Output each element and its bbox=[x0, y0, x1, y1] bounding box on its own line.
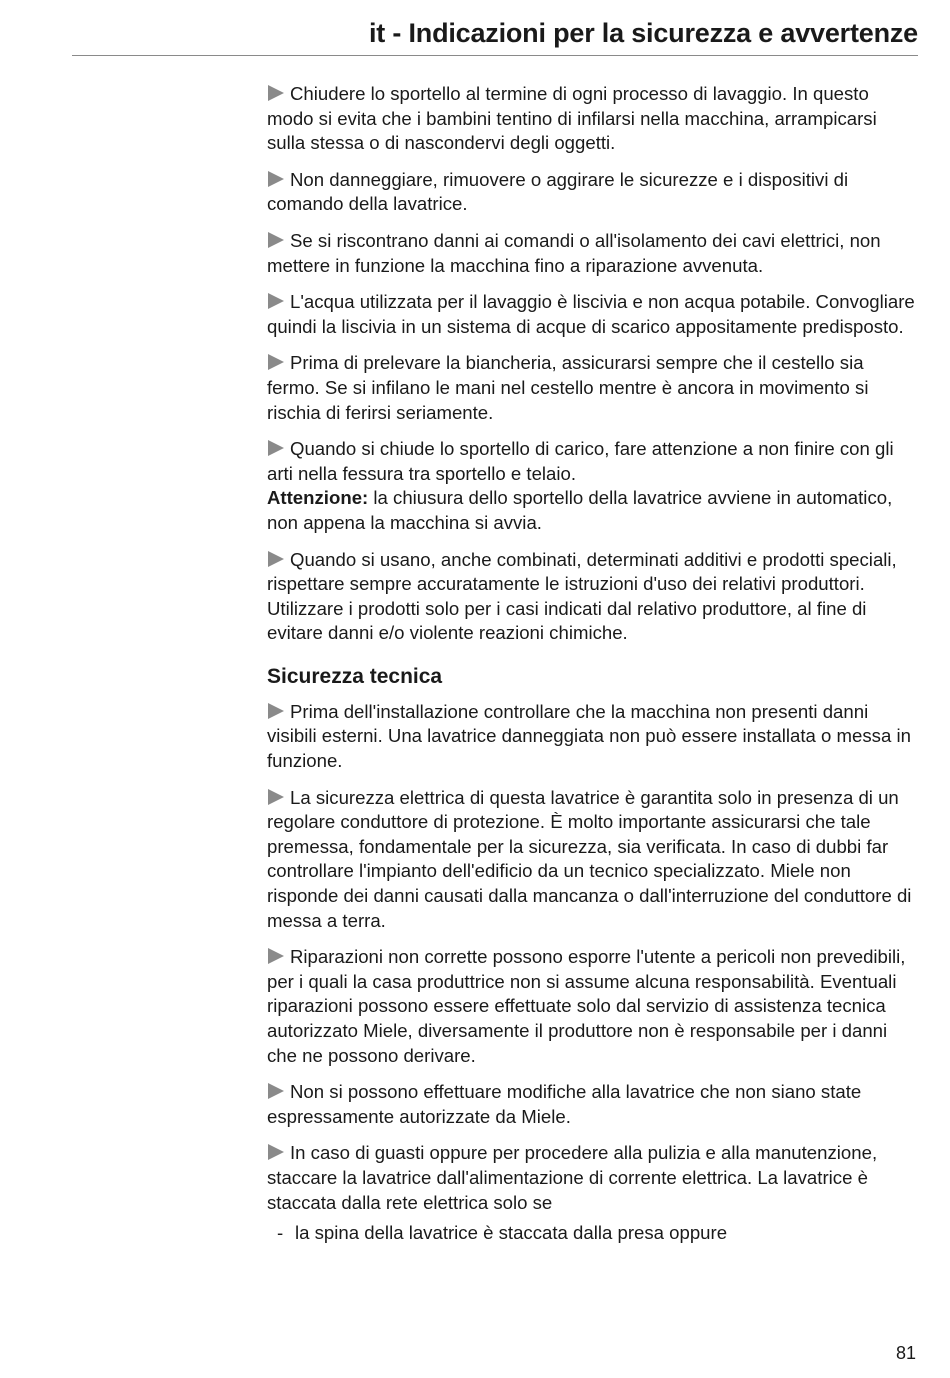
triangle-bullet-icon bbox=[268, 85, 284, 101]
technical-paragraph: Riparazioni non corrette possono esporre l'utente a pericoli non prevedibili, per i quali la casa produttrice non si assume alcuna responsabilità. Eventuali riparazioni possono essere effettuate solo dal servizio di assistenza tecnica autorizzato Miele, diversamente il produttore non è responsabile per i danni che ne possono derivare. bbox=[267, 946, 906, 1066]
safety-paragraph: Prima di prelevare la biancheria, assicurarsi sempre che il cestello sia fermo. Se si infilano le mani nel cestello mentre è ancora in movimento si rischia di ferirsi seriamente. bbox=[267, 352, 869, 423]
door-paragraph: Quando si chiude lo sportello di carico, fare attenzione a non finire con gli arti nella fessura tra sportello e telaio. Attenzione: la chiusura dello sportello della lavatrice avviene in automatico, non appena la macchina si avvia. bbox=[267, 438, 894, 533]
safety-paragraph: L'acqua utilizzata per il lavaggio è liscivia e non acqua potabile. Convogliare quindi la liscivia in un sistema di acque di scarico appositamente predisposto. bbox=[267, 291, 915, 337]
triangle-bullet-icon bbox=[268, 354, 284, 370]
triangle-bullet-icon bbox=[268, 171, 284, 187]
page-number: 81 bbox=[895, 1343, 916, 1363]
triangle-bullet-icon bbox=[268, 703, 284, 719]
triangle-bullet-icon bbox=[268, 1083, 284, 1099]
additives-paragraph: Quando si usano, anche combinati, determinati additivi e prodotti speciali, rispettare sempre accuratamente le istruzioni d'uso dei relativi produttori. Utilizzare i prodotti solo per i casi indicati dal relativo produttore, al fine di evitare danni e/o violente reazioni chimiche. bbox=[267, 548, 897, 644]
triangle-bullet-icon bbox=[268, 440, 284, 456]
safety-paragraph: Chiudere lo sportello al termine di ogni processo di lavaggio. In questo modo si evita che i bambini tentino di infilarsi nella macchina, arrampicarsi sulla stessa o di nascondervi degli oggetti. bbox=[267, 83, 877, 154]
triangle-bullet-icon bbox=[268, 551, 284, 567]
page-title: it - Indicazioni per la sicurezza e avvertenze bbox=[368, 18, 918, 48]
safety-paragraph: Non danneggiare, rimuovere o aggirare le sicurezze e i dispositivi di comando della lavatrice. bbox=[267, 168, 849, 215]
content-column bbox=[267, 82, 917, 1246]
dash-marker: - bbox=[277, 1222, 284, 1244]
page-header bbox=[72, 18, 918, 56]
attention-label: Attenzione: bbox=[267, 487, 369, 509]
technical-paragraph: La sicurezza elettrica di questa lavatrice è garantita solo in presenza di un regolare conduttore di protezione. È molto importante assicurarsi che tale premessa, fondamentale per la sicurezza, sia verificata. In caso di dubbi far controllare l'impianto dell'edificio da un tecnico specializzato. Miele non risponde dei danni causati dalla mancanza o dall'interruzione del conduttore di messa a terra. bbox=[267, 786, 912, 931]
section-heading: Sicurezza tecnica bbox=[267, 664, 443, 688]
attention-text: la chiusura dello sportello della lavatrice avviene in automatico, non appena la macchina si avvia. bbox=[267, 487, 893, 533]
technical-paragraph: Non si possono effettuare modifiche alla lavatrice che non siano state espressamente autorizzate da Miele. bbox=[267, 1081, 862, 1127]
triangle-bullet-icon bbox=[268, 232, 284, 248]
triangle-bullet-icon bbox=[268, 948, 284, 964]
safety-paragraph: Se si riscontrano danni ai comandi o all'isolamento dei cavi elettrici, non mettere in funzione la macchina fino a riparazione avvenuta. bbox=[267, 229, 881, 276]
triangle-bullet-icon bbox=[268, 293, 284, 309]
technical-paragraph: In caso di guasti oppure per procedere alla pulizia e alla manutenzione, staccare la lavatrice dall'alimentazione di corrente elettrica. La lavatrice è staccata dalla rete elettrica solo se bbox=[267, 1142, 878, 1213]
triangle-bullet-icon bbox=[268, 789, 284, 805]
dash-list-item: - la spina della lavatrice è staccata dalla presa oppure bbox=[277, 1221, 917, 1246]
triangle-bullet-icon bbox=[268, 1144, 284, 1160]
technical-paragraph: Prima dell'installazione controllare che la macchina non presenti danni visibili esterni. Una lavatrice danneggiata non può essere installata o messa in funzione. bbox=[267, 700, 911, 772]
